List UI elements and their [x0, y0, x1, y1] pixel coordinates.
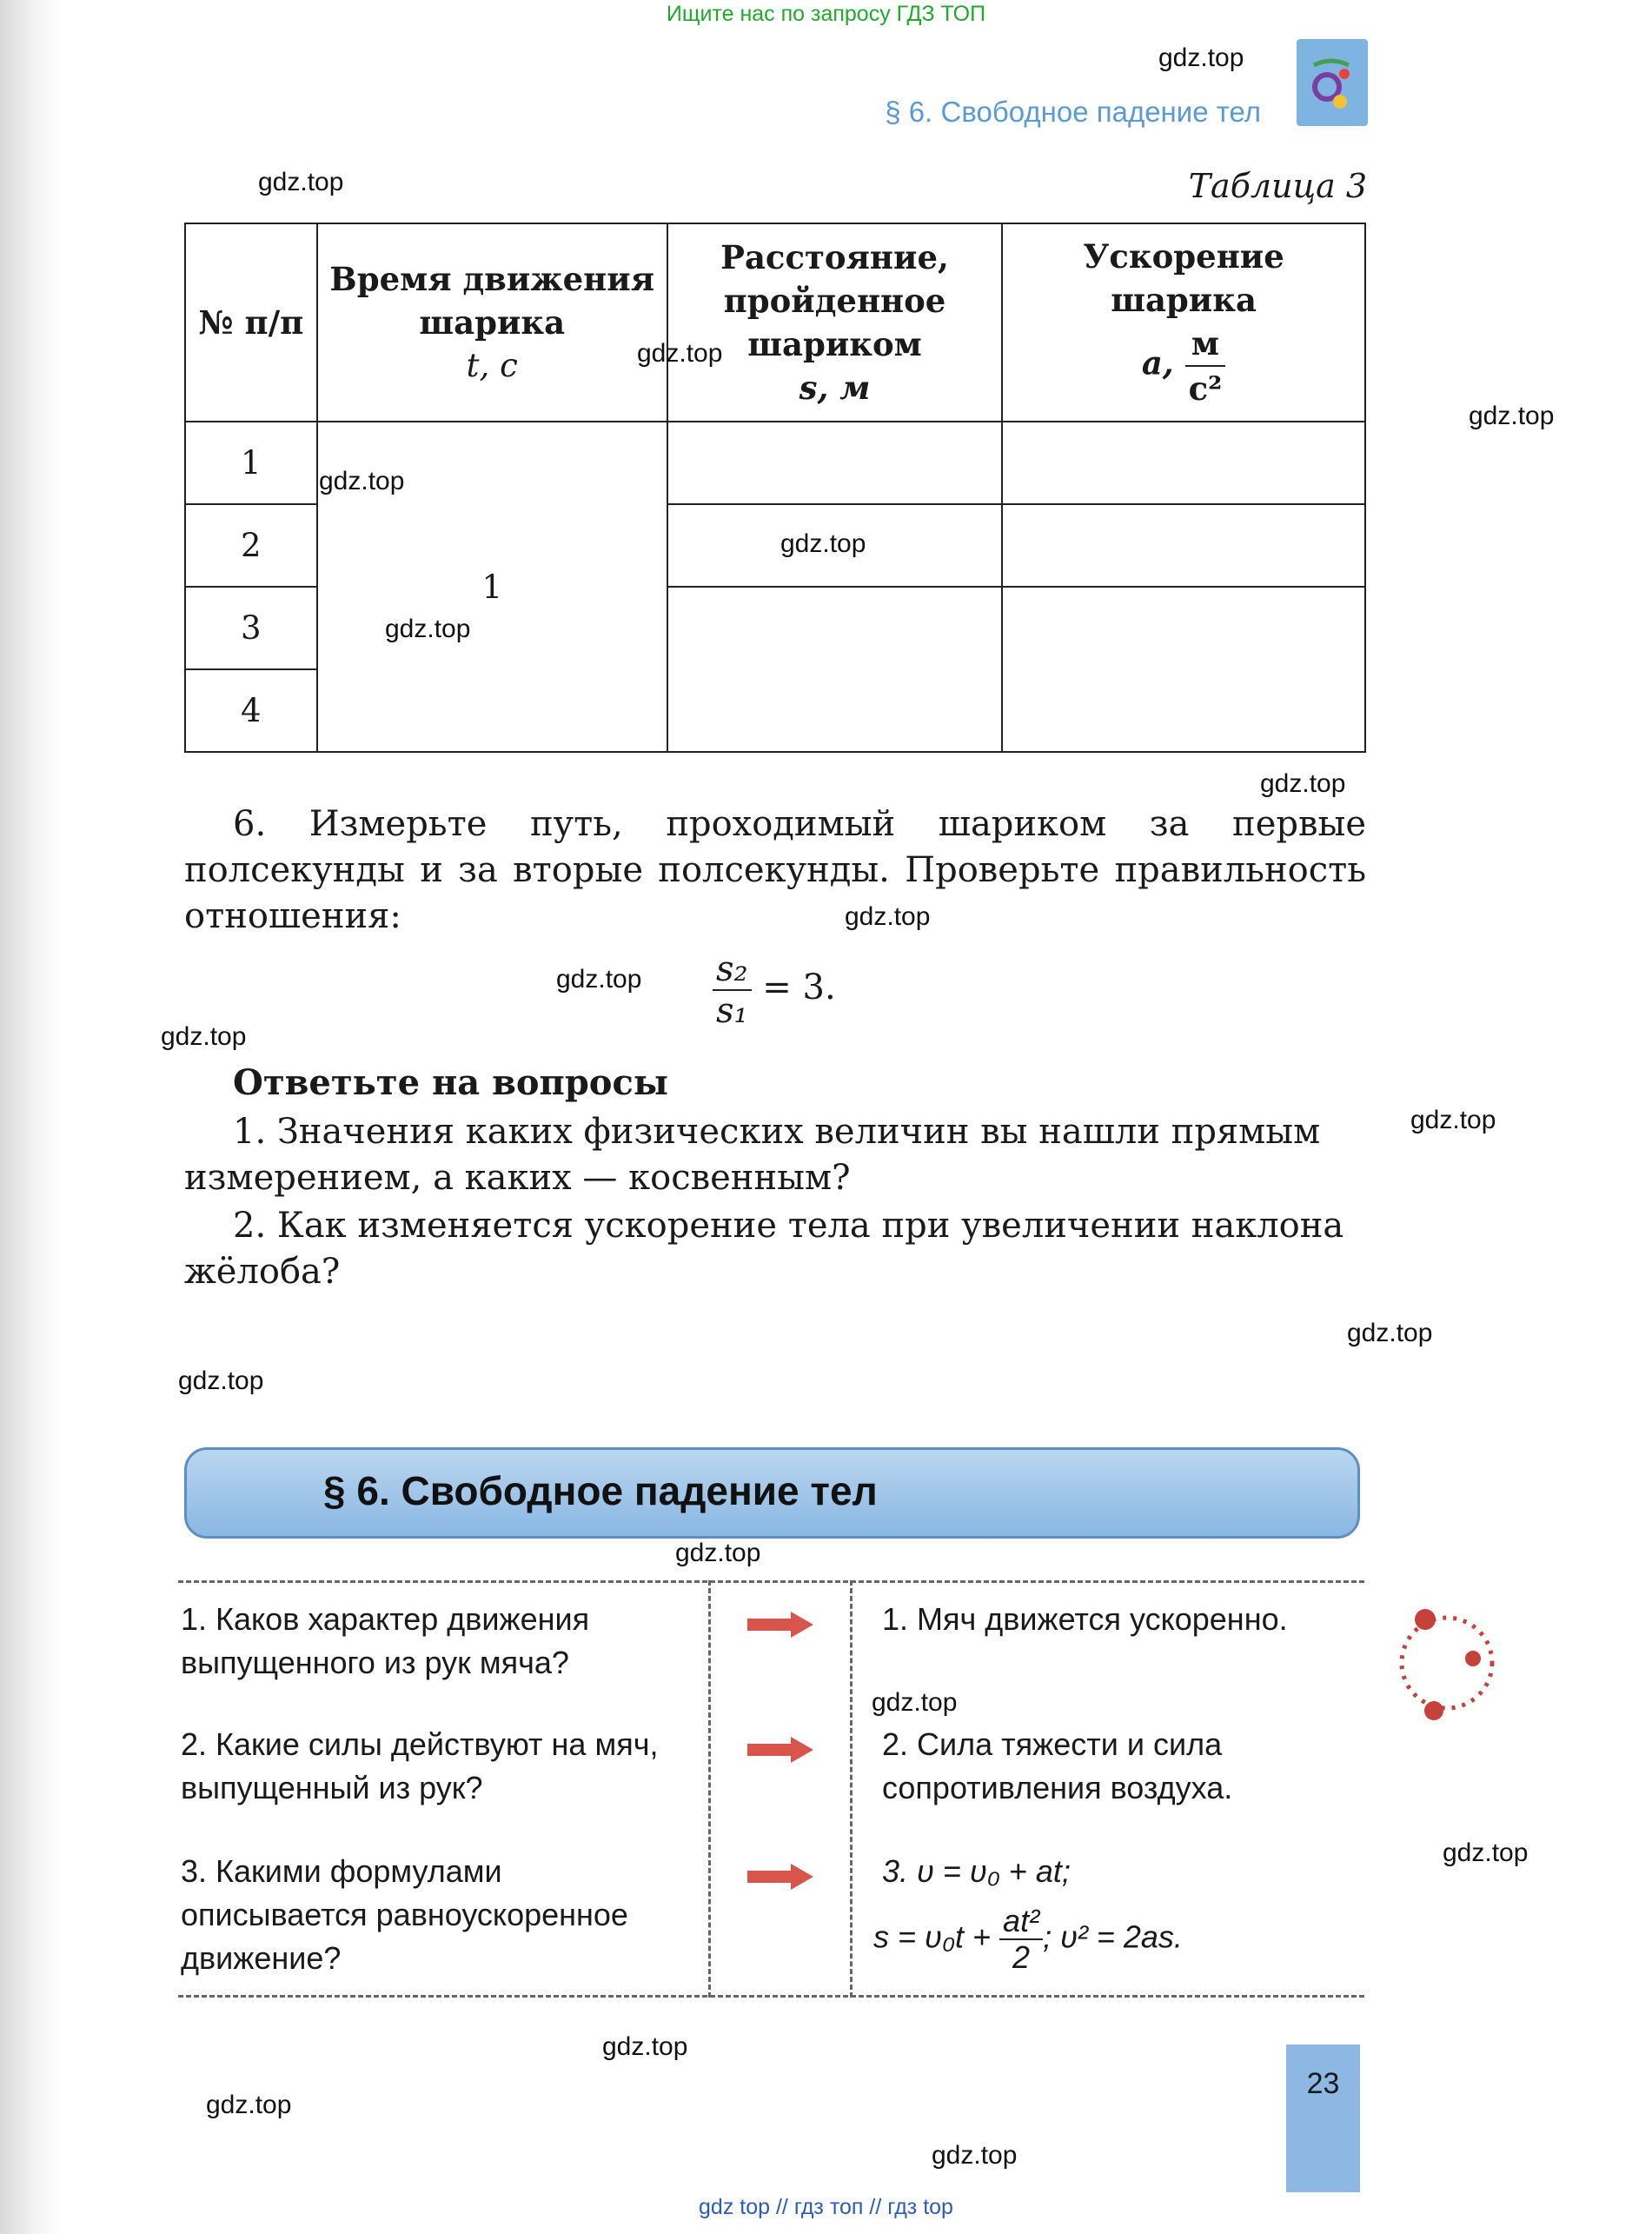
qa-divider-left: [708, 1580, 711, 1998]
chapter-tab: [1297, 39, 1368, 126]
qa-divider-right: [850, 1580, 853, 1998]
row-number: 1: [185, 422, 317, 504]
question-2: 2. Как изменяется ускорение тела при увеличении наклона жёлоба?: [184, 1206, 1344, 1292]
review-question-2: 2. Какие силы действуют на мяч, выпущенный из рук?: [181, 1726, 659, 1805]
header-distance: Расстояние, пройденное шариком s, м: [667, 223, 1002, 422]
watermark: gdz.top: [675, 1539, 761, 1567]
bouncing-ball-icon: [1390, 1598, 1503, 1728]
page-number: 23: [1306, 2067, 1340, 2100]
topic-title: § 6. Свободное падение тел: [323, 1468, 878, 1513]
review-answer-3-line2: s = υ₀t + $\frac{\text{at²}}{2}$ ; υ² = 2as.: [873, 1903, 1183, 1975]
page-edge-shadow: [0, 0, 61, 2234]
watermark: gdz.top: [780, 529, 866, 558]
accel-cell: [1002, 504, 1365, 587]
top-banner[interactable]: Ищите нас по запросу ГДЗ ТОП: [666, 2, 986, 26]
review-answer-3-line1: 3. υ = υ₀ + at;: [882, 1853, 1071, 1889]
section-header: § 6. Свободное падение тел: [885, 96, 1261, 128]
accel-cell: [1002, 422, 1365, 504]
questions-heading: Ответьте на вопросы: [233, 1062, 668, 1103]
distance-cell: [667, 587, 1002, 752]
watermark: gdz.top: [161, 1022, 247, 1051]
watermark: gdz.top: [206, 2091, 292, 2119]
watermark: gdz.top: [1443, 1838, 1529, 1867]
row-number: 3: [185, 587, 317, 669]
task-6-text: 6. Измерьте путь, проходимый шариком за первые полсекунды и за вторые полсекунды. Проверьте правильность отношения:: [184, 804, 1366, 936]
watermark: gdz.top: [178, 1366, 264, 1395]
review-question-3: 3. Какими формулами описывается равноускоренное движение?: [181, 1853, 628, 1976]
watermark: gdz.top: [556, 965, 642, 994]
review-answer-1: 1. Мяч движется ускоренно.: [882, 1601, 1288, 1637]
watermark: gdz.top: [872, 1688, 958, 1717]
watermark: gdz.top: [1158, 43, 1244, 72]
watermark: gdz.top: [1347, 1319, 1433, 1347]
watermark: gdz.top: [319, 467, 405, 495]
footer-links[interactable]: gdz top // гдз топ // гдз top: [699, 2195, 953, 2219]
watermark: gdz.top: [637, 339, 723, 368]
arrow-right-icon: [746, 1735, 815, 1765]
distance-cell: [667, 422, 1002, 504]
table-header-row: [185, 223, 1365, 422]
watermark: gdz.top: [1469, 402, 1555, 430]
arrow-right-icon: [746, 1862, 815, 1892]
table-caption: Таблица 3: [1188, 167, 1367, 205]
watermark: gdz.top: [845, 902, 931, 931]
row-number: 2: [185, 504, 317, 587]
watermark: gdz.top: [385, 615, 471, 643]
header-acceleration: Ускорение шарика a, $\frac{м}{\text{с²}}$: [1002, 223, 1365, 422]
watermark: gdz.top: [1410, 1106, 1496, 1134]
row-number: 4: [185, 669, 317, 752]
accel-cell: [1002, 587, 1365, 752]
accel-unit: $\frac{м}{\text{с²}}$: [1185, 322, 1226, 410]
chapter-logo-icon: [1297, 39, 1368, 126]
header-number: № п/п: [185, 223, 317, 422]
arrow-right-icon: [746, 1610, 815, 1639]
header-time: Время движения шарика t, с: [317, 223, 667, 422]
watermark: gdz.top: [258, 168, 344, 196]
watermark: gdz.top: [932, 2141, 1018, 2170]
review-question-1: 1. Каков характер движения выпущенного из рук мяча?: [181, 1601, 590, 1680]
watermark: gdz.top: [1260, 769, 1346, 798]
watermark: gdz.top: [602, 2032, 688, 2061]
question-1: 1. Значения каких физических величин вы нашли прямым измерением, а каких — косвенным?: [184, 1112, 1321, 1198]
review-answer-2: 2. Сила тяжести и сила сопротивления воздуха.: [882, 1726, 1233, 1805]
time-cell: 1: [317, 422, 667, 752]
ratio-formula: $\frac{\text{s₂}}{\text{s₁}}$ = 3.: [713, 949, 836, 1031]
